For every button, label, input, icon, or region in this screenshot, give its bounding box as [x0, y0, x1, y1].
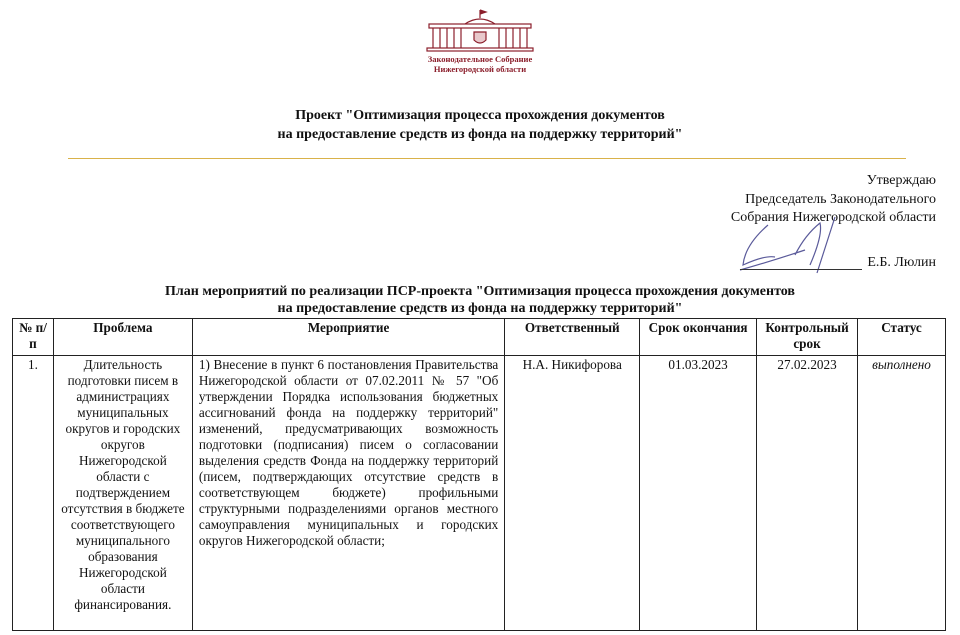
cell-action: 1) Внесение в пункт 6 постановления Правительства Нижегородской области от 07.02.2011 № 57 "Об утверждении Порядка использования бюджетных ассигнований фонда на поддержку территорий" изменений, предусматривающих возможность подготовки (подписания) писем о согласовании выделения средств Фонда на поддержку территорий (писем, подтверждающих отсутствие средств в соответствующем бюджете) профильными структурными подразделениями органов местного самоуправления муниципальных и городских округов Нижегородской области;: [192, 356, 504, 631]
header-action: Мероприятие: [192, 319, 504, 356]
cell-control: 27.02.2023: [757, 356, 858, 631]
divider-line: [68, 158, 906, 159]
approval-line3: Собрания Нижегородской области: [730, 210, 936, 225]
signer-name: Е.Б. Люлин: [867, 255, 936, 270]
plan-title: [0, 283, 960, 317]
cell-status: выполнено: [858, 356, 946, 631]
header-status: Статус: [858, 319, 946, 356]
table-row: [13, 356, 946, 631]
cell-num: 1.: [13, 356, 54, 631]
approval-line1: Утверждаю: [866, 173, 936, 188]
header-responsible: Ответственный: [505, 319, 640, 356]
cell-deadline: 01.03.2023: [640, 356, 757, 631]
logo-text-line2: Нижегородской области: [433, 64, 527, 74]
cell-responsible: Н.А. Никифорова: [505, 356, 640, 631]
header-num: № п/п: [13, 319, 54, 356]
signature-line: [740, 269, 862, 270]
logo-text-line1: Законодательное Собрание: [427, 54, 533, 64]
plan-title-line2: на предоставление средств из фонда на поддержку территорий": [277, 301, 683, 316]
approval-line2: Председатель Законодательного: [745, 191, 936, 207]
project-title: [0, 106, 960, 144]
table-header-row: [13, 319, 946, 356]
handwritten-signature: [735, 215, 855, 275]
cell-problem: Длительность подготовки писем в администрациях муниципальных округов и городских округов Нижегородской области с подтверждением отсутствия в бюджете соответствующего муниципального образования Нижегородской области финансирования.: [53, 356, 192, 631]
action-plan-table: [12, 318, 946, 631]
plan-title-line1: План мероприятий по реализации ПСР-проекта "Оптимизация процесса прохождения документов: [165, 284, 795, 299]
header-control: Контрольный срок: [757, 319, 858, 356]
header-deadline: Срок окончания: [640, 319, 757, 356]
legislative-assembly-logo: [414, 8, 546, 78]
header-problem: Проблема: [53, 319, 192, 356]
project-title-line1: Проект "Оптимизация процесса прохождения документов: [295, 108, 665, 123]
parliament-building-icon: [425, 8, 535, 54]
project-title-line2: на предоставление средств из фонда на поддержку территорий": [277, 127, 683, 142]
